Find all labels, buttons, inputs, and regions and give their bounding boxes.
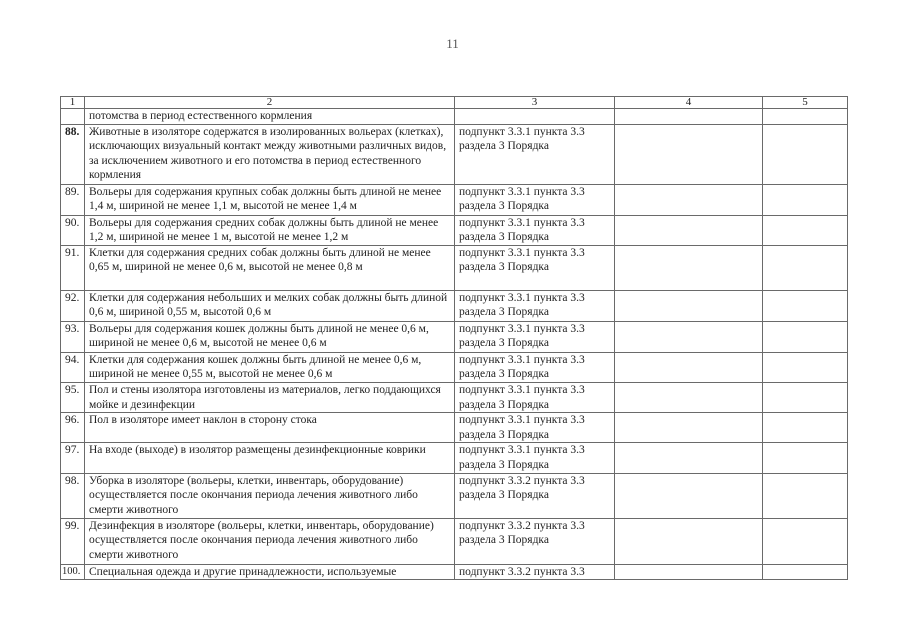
column-5-cell [763,321,848,352]
requirement-text: Вольеры для содержания кошек должны быть длиной не менее 0,6 м, шириной не менее 0,6 м, высотой не менее 0,6 м [85,321,455,352]
column-5-cell [763,290,848,321]
row-number: 94. [61,352,85,382]
reference-text: подпункт 3.3.2 пункта 3.3 раздела 3 Порядка [455,518,615,564]
row-number: 98. [61,473,85,518]
reference-text: подпункт 3.3.1 пункта 3.3 раздела 3 Порядка [455,215,615,245]
column-header: 3 [455,97,615,109]
row-number [61,109,85,125]
column-4-cell [615,215,763,245]
table-row [61,518,848,564]
reference-text: подпункт 3.3.2 пункта 3.3 раздела 3 Порядка [455,473,615,518]
column-5-cell [763,518,848,564]
column-header: 5 [763,97,848,109]
column-4-cell [615,124,763,184]
reference-text: подпункт 3.3.2 пункта 3.3 [455,564,615,580]
column-4-cell [615,473,763,518]
table-row [61,564,848,580]
table-row [61,382,848,412]
requirement-text: Животные в изоляторе содержатся в изолированных вольерах (клетках), исключающих визуальный контакт между животными различных видов, за исключением животного и его потомства в период естественного кормления [85,124,455,184]
column-5-cell [763,352,848,382]
column-4-cell [615,109,763,125]
requirement-text: Вольеры для содержания крупных собак должны быть длиной не менее 1,4 м, шириной не менее 1,1 м, высотой не менее 1,4 м [85,184,455,215]
requirement-text: Дезинфекция в изоляторе (вольеры, клетки, инвентарь, оборудование) осуществляется после окончания периода лечения животного либо смерти животного [85,518,455,564]
column-5-cell [763,564,848,580]
reference-text: подпункт 3.3.1 пункта 3.3 раздела 3 Порядка [455,443,615,473]
header-row [61,97,848,109]
column-4-cell [615,518,763,564]
column-4-cell [615,382,763,412]
row-number: 91. [61,245,85,290]
reference-text: подпункт 3.3.1 пункта 3.3 раздела 3 Порядка [455,413,615,443]
row-number: 90. [61,215,85,245]
column-4-cell [615,321,763,352]
column-4-cell [615,443,763,473]
table-row [61,215,848,245]
row-number: 100. [61,564,85,580]
column-5-cell [763,124,848,184]
table-row [61,321,848,352]
table-row [61,443,848,473]
row-number: 93. [61,321,85,352]
reference-text: подпункт 3.3.1 пункта 3.3 раздела 3 Порядка [455,321,615,352]
row-number: 88. [61,124,85,184]
column-header: 2 [85,97,455,109]
reference-text: подпункт 3.3.1 пункта 3.3 раздела 3 Порядка [455,184,615,215]
row-number: 97. [61,443,85,473]
reference-text: подпункт 3.3.1 пункта 3.3 раздела 3 Порядка [455,124,615,184]
reference-text: подпункт 3.3.1 пункта 3.3 раздела 3 Порядка [455,352,615,382]
table-row [61,245,848,290]
column-5-cell [763,215,848,245]
column-5-cell [763,473,848,518]
requirement-text: Клетки для содержания средних собак должны быть длиной не менее 0,65 м, шириной не менее 0,6 м, высотой не менее 0,8 м [85,245,455,290]
table-row [61,109,848,125]
column-5-cell [763,382,848,412]
requirement-text: Специальная одежда и другие принадлежности, используемые [85,564,455,580]
reference-text [455,109,615,125]
column-header: 4 [615,97,763,109]
column-4-cell [615,352,763,382]
row-number: 95. [61,382,85,412]
column-header: 1 [61,97,85,109]
requirement-text: Клетки для содержания кошек должны быть длиной не менее 0,6 м, шириной не менее 0,55 м, высотой не менее 0,6 м [85,352,455,382]
column-5-cell [763,109,848,125]
column-4-cell [615,564,763,580]
row-number: 99. [61,518,85,564]
column-5-cell [763,413,848,443]
reference-text: подпункт 3.3.1 пункта 3.3 раздела 3 Порядка [455,290,615,321]
table-row [61,124,848,184]
column-5-cell [763,245,848,290]
table-row [61,413,848,443]
checklist-table [60,96,848,580]
requirement-text: Пол в изоляторе имеет наклон в сторону стока [85,413,455,443]
column-5-cell [763,443,848,473]
table-row [61,473,848,518]
page-number: 11 [446,36,459,51]
requirement-text: Пол и стены изолятора изготовлены из материалов, легко поддающихся мойке и дезинфекции [85,382,455,412]
column-4-cell [615,290,763,321]
requirement-text: Уборка в изоляторе (вольеры, клетки, инвентарь, оборудование) осуществляется после окончания периода лечения животного либо смерти животного [85,473,455,518]
column-5-cell [763,184,848,215]
row-number: 96. [61,413,85,443]
row-number: 92. [61,290,85,321]
requirement-text: Клетки для содержания небольших и мелких собак должны быть длиной 0,6 м, шириной 0,55 м, высотой 0,6 м [85,290,455,321]
reference-text: подпункт 3.3.1 пункта 3.3 раздела 3 Порядка [455,245,615,290]
table-row [61,352,848,382]
table-row [61,184,848,215]
column-4-cell [615,184,763,215]
requirement-text: На входе (выходе) в изолятор размещены дезинфекционные коврики [85,443,455,473]
requirement-text: Вольеры для содержания средних собак должны быть длиной не менее 1,2 м, шириной не менее 1 м, высотой не менее 1,2 м [85,215,455,245]
row-number: 89. [61,184,85,215]
column-4-cell [615,245,763,290]
reference-text: подпункт 3.3.1 пункта 3.3 раздела 3 Порядка [455,382,615,412]
table-row [61,290,848,321]
requirement-text: потомства в период естественного кормления [85,109,455,125]
column-4-cell [615,413,763,443]
